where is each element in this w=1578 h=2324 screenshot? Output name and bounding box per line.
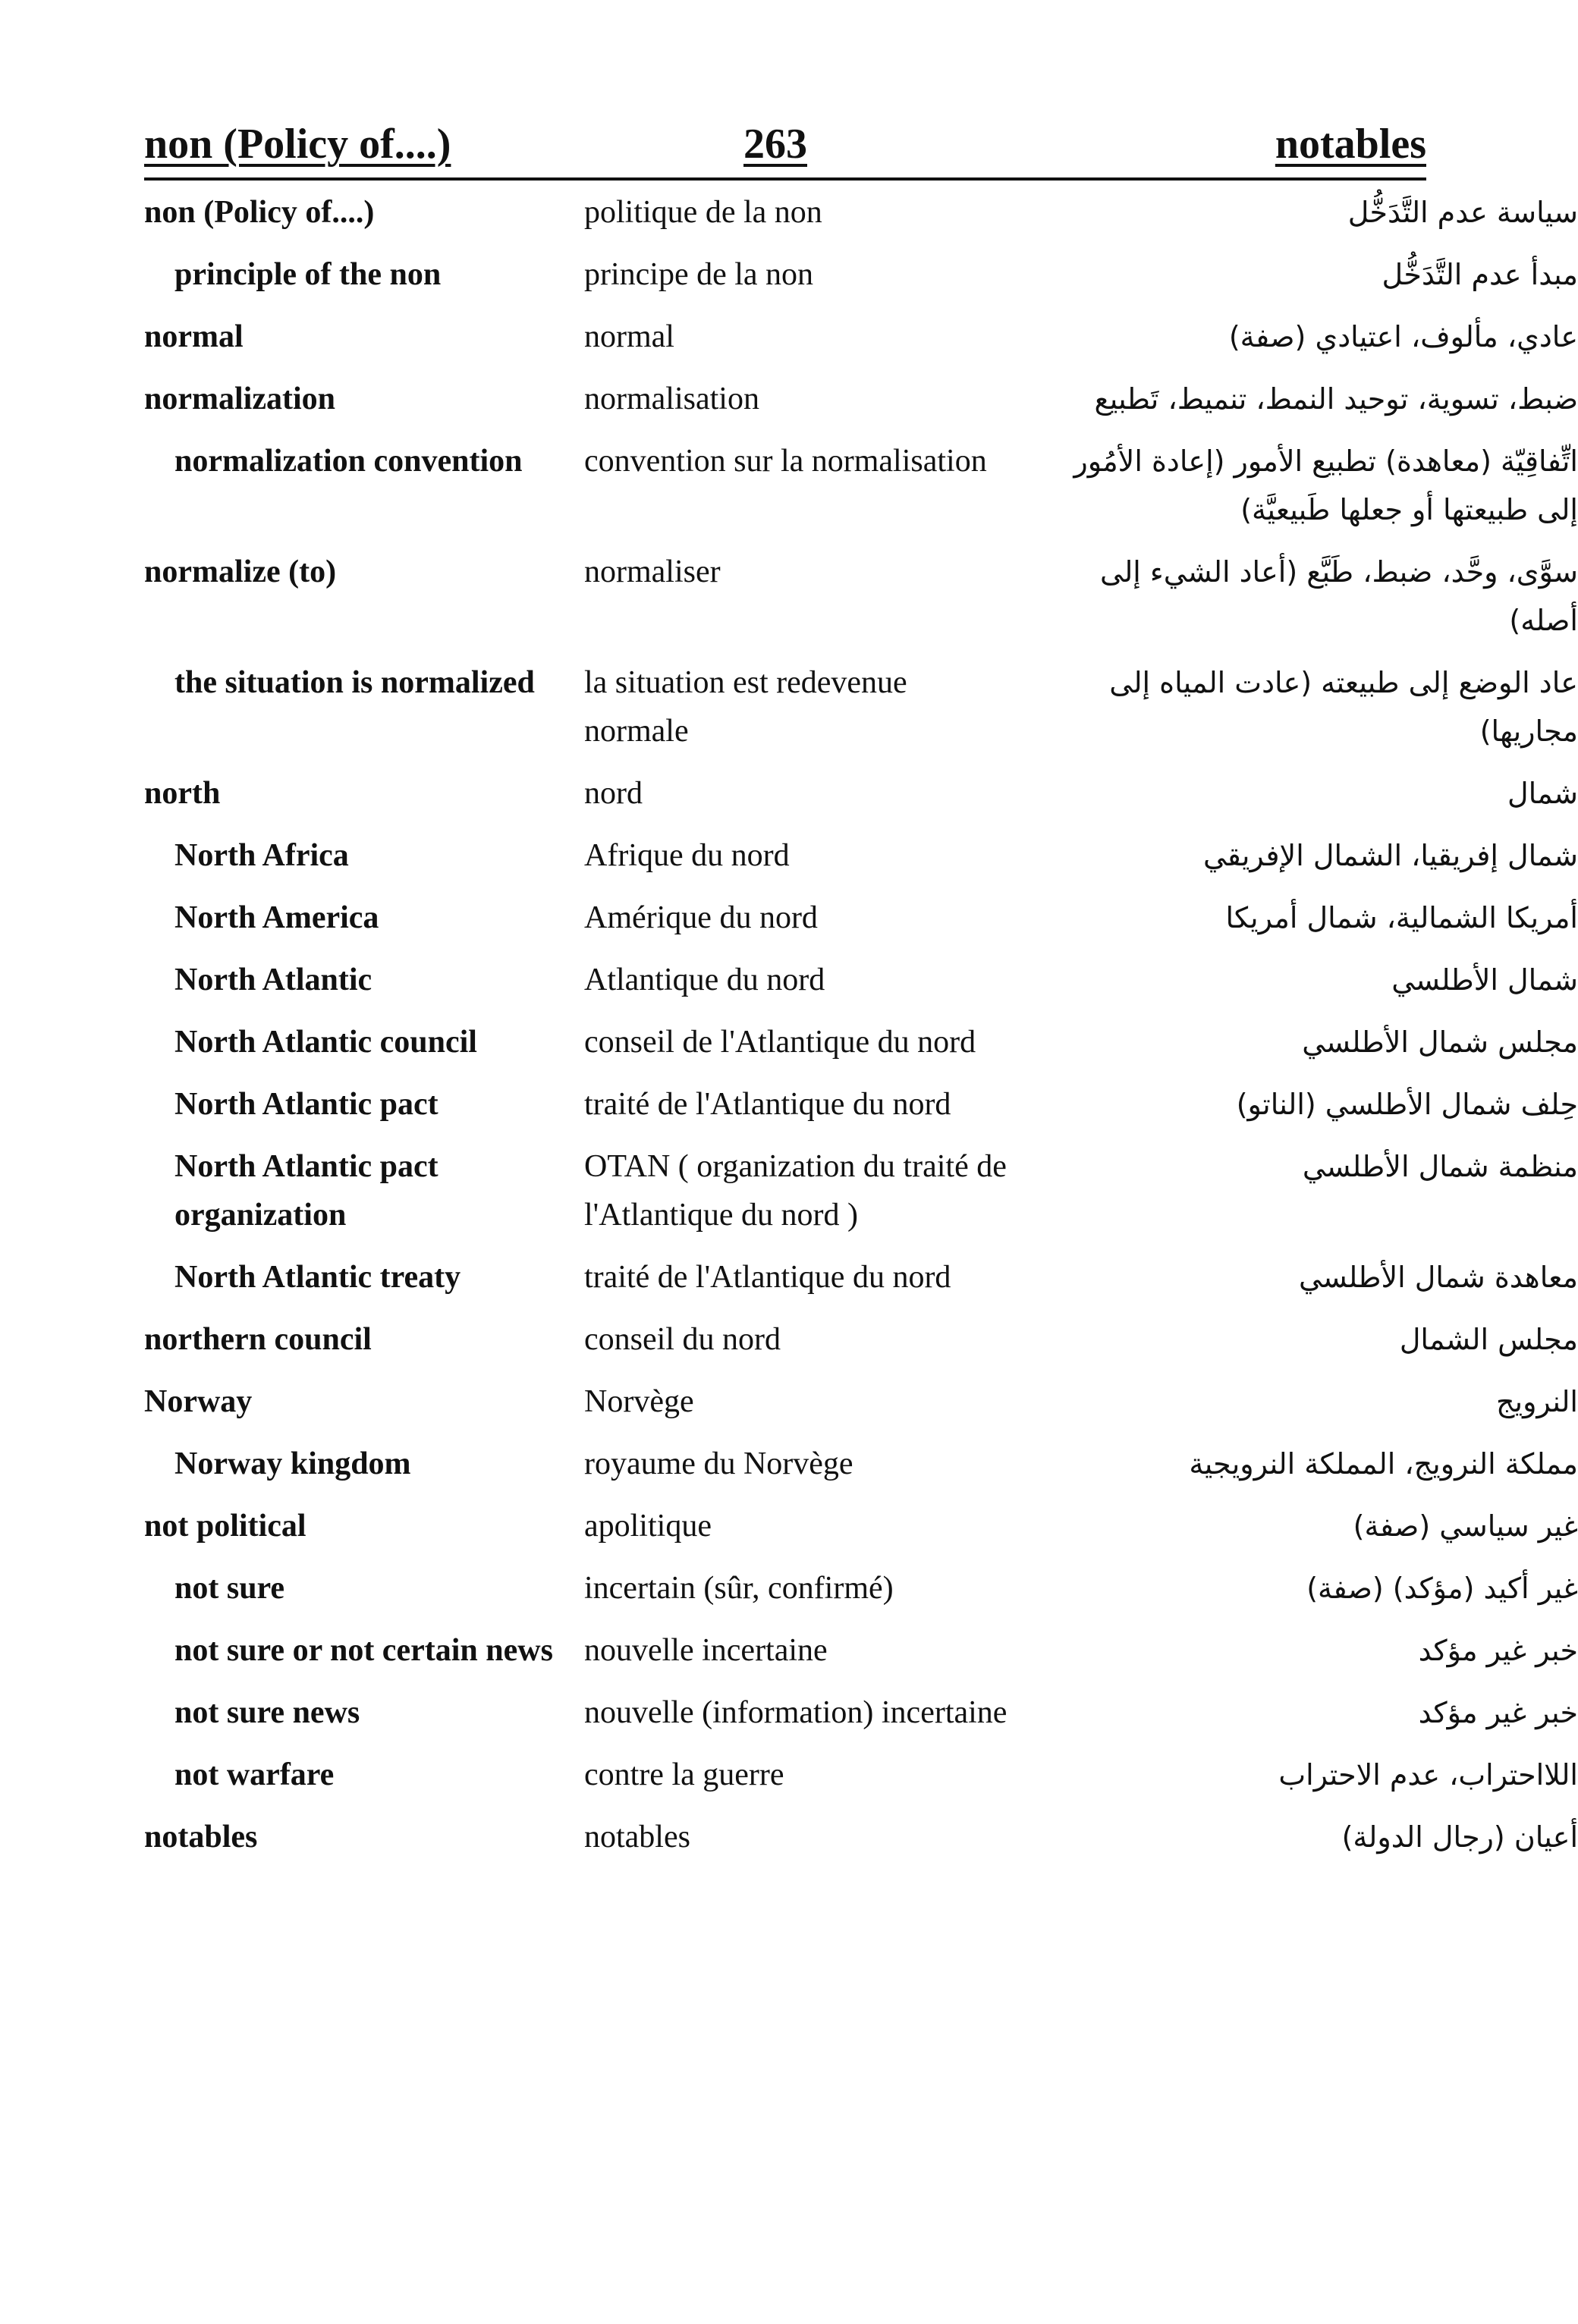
entry-row <box>144 1688 1578 1751</box>
entry-french: royaume du Norvège <box>584 1446 853 1481</box>
entry-english: normalization <box>144 382 335 416</box>
entry-arabic: سوَّى، وحَّد، ضبط، طَبَّع (أعاد الشيء إلى أصله) <box>1100 555 1578 637</box>
entry-arabic: مملكة النرويج، المملكة النرويجية <box>1189 1447 1578 1481</box>
entry-row <box>144 312 1578 375</box>
entry-row <box>144 893 1578 956</box>
entry-arabic: أعيان (رجال الدولة) <box>1341 1820 1578 1854</box>
entry-row <box>144 1751 1578 1813</box>
entry-english: North Atlantic pact <box>174 1087 439 1122</box>
entry-row <box>144 1440 1578 1502</box>
entry-row <box>144 956 1578 1018</box>
entry-french: normaliser <box>584 554 721 589</box>
entry-french: traité de l'Atlantique du nord <box>584 1087 951 1122</box>
entry-arabic: سياسة عدم التَّدَخُّل <box>1347 196 1578 229</box>
entry-english: North Atlantic <box>174 963 372 997</box>
entry-french: normal <box>584 319 674 354</box>
header-last-entry: notables <box>1275 121 1426 168</box>
entry-french: contre la guerre <box>584 1757 784 1792</box>
entry-arabic: اللااحتراب، عدم الاحتراب <box>1278 1758 1578 1792</box>
entry-arabic: شمال إفريقيا، الشمال الإفريقي <box>1202 839 1578 872</box>
entry-arabic: أمريكا الشمالية، شمال أمريكا <box>1225 901 1578 934</box>
entry-french: conseil de l'Atlantique du nord <box>584 1025 976 1060</box>
entry-french: nouvelle incertaine <box>584 1633 828 1668</box>
entry-french: traité de l'Atlantique du nord <box>584 1260 951 1295</box>
entry-arabic: النرويج <box>1495 1385 1578 1418</box>
entry-row <box>144 1813 1578 1875</box>
entry-french: Amérique du nord <box>584 900 818 935</box>
entry-french: nouvelle (information) incertaine <box>584 1695 1007 1730</box>
entry-arabic: ضبط، تسوية، توحيد النمط، تنميط، تَطبيع <box>1094 382 1578 416</box>
entry-row <box>144 250 1578 312</box>
entry-row <box>144 658 1578 769</box>
entry-arabic: خبر غير مؤكد <box>1418 1634 1578 1667</box>
entry-row <box>144 1018 1578 1080</box>
entry-arabic: شمال الأطلسي <box>1391 963 1578 997</box>
entry-english: not warfare <box>174 1757 335 1792</box>
entry-row <box>144 1377 1578 1440</box>
entry-english: non (Policy of....) <box>144 195 375 230</box>
entry-english: North Atlantic treaty <box>174 1260 461 1295</box>
entry-english: Norway <box>144 1384 253 1419</box>
entry-arabic: غير أكيد (مؤكد) (صفة) <box>1306 1572 1578 1605</box>
entry-arabic: اتِّفاقِيّة (معاهدة) تطبيع الأمور (إعادة الأمُور إلى طبيعتها أو جعلها طَبيعيَّة) <box>1073 444 1578 526</box>
entry-french: notables <box>584 1820 690 1854</box>
entry-arabic: مجلس شمال الأطلسي <box>1302 1025 1578 1059</box>
entry-row <box>144 188 1578 250</box>
entry-english: not sure news <box>174 1695 360 1730</box>
entry-english: North Atlantic council <box>174 1025 477 1060</box>
entry-english: Norway kingdom <box>174 1446 411 1481</box>
entry-arabic: حِلف شمال الأطلسي (الناتو) <box>1236 1088 1578 1121</box>
entry-row <box>144 437 1578 548</box>
entry-french: apolitique <box>584 1509 712 1544</box>
entry-row <box>144 1502 1578 1564</box>
entry-row <box>144 1253 1578 1315</box>
entry-french: politique de la non <box>584 195 822 230</box>
entry-english: not political <box>144 1509 306 1544</box>
entry-english: north <box>144 776 221 811</box>
entry-row <box>144 375 1578 437</box>
entry-english: the situation is normalized <box>174 665 535 700</box>
entry-french: conseil du nord <box>584 1322 781 1357</box>
entry-row <box>144 831 1578 893</box>
entry-english: notables <box>144 1820 258 1854</box>
entry-english: principle of the non <box>174 257 442 292</box>
entry-arabic: مبدأ عدم التَّدَخُّل <box>1382 258 1578 291</box>
entry-row <box>144 1564 1578 1626</box>
entry-row <box>144 1626 1578 1688</box>
entry-french: la situation est redevenue normale <box>584 665 907 749</box>
entry-arabic: خبر غير مؤكد <box>1418 1696 1578 1729</box>
entry-english: not sure <box>174 1571 285 1606</box>
entry-arabic: عاد الوضع إلى طبيعته (عادت المياه إلى مجاريها) <box>1109 666 1578 748</box>
entry-english: North America <box>174 900 379 935</box>
entry-english: North Africa <box>174 838 349 873</box>
entry-french: nord <box>584 776 643 811</box>
entry-row <box>144 769 1578 831</box>
page-header <box>144 120 1426 181</box>
entry-english: not sure or not certain news <box>174 1633 553 1668</box>
entry-arabic: شمال <box>1507 777 1578 810</box>
entry-row <box>144 1315 1578 1377</box>
entry-french: incertain (sûr, confirmé) <box>584 1571 894 1606</box>
entry-arabic: معاهدة شمال الأطلسي <box>1299 1261 1578 1294</box>
entry-french: OTAN ( organization du traité de l'Atlantique du nord ) <box>584 1149 1007 1233</box>
entry-row <box>144 1080 1578 1142</box>
entry-french: convention sur la normalisation <box>584 444 987 479</box>
entry-french: Atlantique du nord <box>584 963 825 997</box>
entry-english: normalization convention <box>174 444 523 479</box>
entry-french: principe de la non <box>584 257 814 292</box>
entry-english: northern council <box>144 1322 372 1357</box>
entry-arabic: مجلس الشمال <box>1399 1323 1578 1356</box>
entry-french: normalisation <box>584 382 759 416</box>
entry-list <box>144 188 1578 1875</box>
entry-arabic: منظمة شمال الأطلسي <box>1302 1150 1578 1183</box>
entry-row <box>144 548 1578 658</box>
page-number: 263 <box>743 121 807 168</box>
entry-english: normalize (to) <box>144 554 337 589</box>
entry-row <box>144 1142 1578 1253</box>
entry-arabic: غير سياسي (صفة) <box>1353 1509 1578 1543</box>
entry-arabic: عادي، مألوف، اعتيادي (صفة) <box>1228 320 1578 353</box>
header-first-entry: non (Policy of....) <box>144 121 451 168</box>
header-rule <box>144 177 1426 181</box>
entry-english: normal <box>144 319 244 354</box>
entry-english: North Atlantic pact organization <box>174 1149 439 1233</box>
entry-french: Norvège <box>584 1384 694 1419</box>
entry-french: Afrique du nord <box>584 838 790 873</box>
